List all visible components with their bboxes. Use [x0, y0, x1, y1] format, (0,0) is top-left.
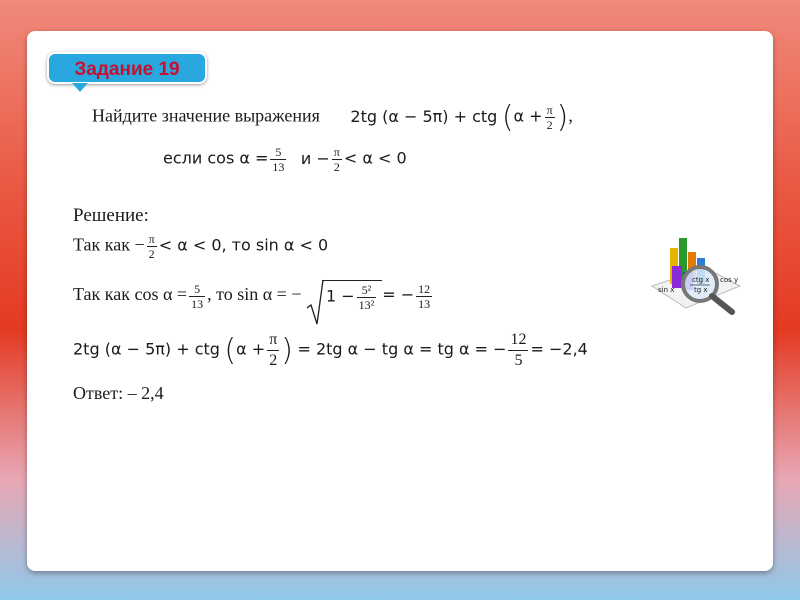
cond-if: если cos α =: [163, 148, 269, 168]
solution-line-3: [73, 330, 588, 371]
pi-over-2: $\frac{\pi}{2}$: [546, 103, 553, 132]
solution-title: Решение:: [73, 205, 149, 226]
l2-eq: = −: [382, 285, 415, 305]
l3-inner: α +: [236, 339, 266, 359]
task-line: [92, 100, 573, 135]
task-expr-inner: α +: [513, 106, 543, 126]
l3-chain: = 2tg α − tg α = tg α = −: [297, 339, 507, 359]
sqrt-one: 1 −: [325, 286, 355, 306]
sqrt-fraction: $\frac{\text{5²}}{\text{13²}}$: [358, 283, 375, 312]
sqrt-expression: [306, 280, 382, 312]
solution-line-2: [73, 280, 434, 312]
l2-text: Так как cos α =: [73, 284, 188, 305]
l3-result: = −2,4: [530, 339, 588, 359]
trig-magnifier-icon: [648, 228, 744, 328]
cond-fraction: $\frac{5}{13}$: [272, 145, 285, 174]
task-condition: [163, 145, 407, 174]
task-comma: ,: [568, 105, 573, 126]
left-paren: (: [501, 100, 514, 135]
l1-tail: < α < 0, то sin α < 0: [158, 235, 329, 255]
task-badge: Задание 19: [47, 52, 207, 84]
l3-right-paren: ): [281, 333, 293, 368]
solution-line-1: [73, 232, 328, 261]
icon-cos-label: cos y: [720, 276, 739, 284]
l3-result-fraction: $\frac{12}{5}$: [510, 331, 527, 369]
l1-text: Так как −: [73, 234, 145, 255]
l2-fraction: $\frac{5}{13}$: [191, 281, 204, 311]
task-text: Найдите значение выражения: [92, 105, 320, 126]
answer-line: Ответ: – 2,4: [73, 383, 164, 403]
cond-and: и −: [300, 148, 330, 168]
right-paren: ): [556, 100, 569, 135]
badge-pointer: [72, 83, 88, 92]
l3-pi-fraction: $\frac{\pi}{2}$: [269, 331, 278, 369]
l2-mid: , то sin α = −: [207, 284, 302, 305]
icon-ctg-label: ctg x: [692, 276, 710, 284]
l2-result-fraction: $\frac{12}{13}$: [418, 281, 431, 311]
cond-pi-fraction: $\frac{\pi}{2}$: [333, 145, 340, 174]
icon-sin-label: sin x: [658, 286, 675, 294]
l1-fraction: $\frac{\pi}{2}$: [148, 232, 155, 261]
icon-tg-label: tg x: [694, 286, 708, 294]
task-expr: 2tg (α − 5π) + ctg: [350, 106, 498, 126]
cond-tail: < α < 0: [343, 148, 407, 168]
l3-expr: 2tg (α − 5π) + ctg: [73, 339, 220, 359]
l3-left-paren: (: [224, 333, 237, 368]
